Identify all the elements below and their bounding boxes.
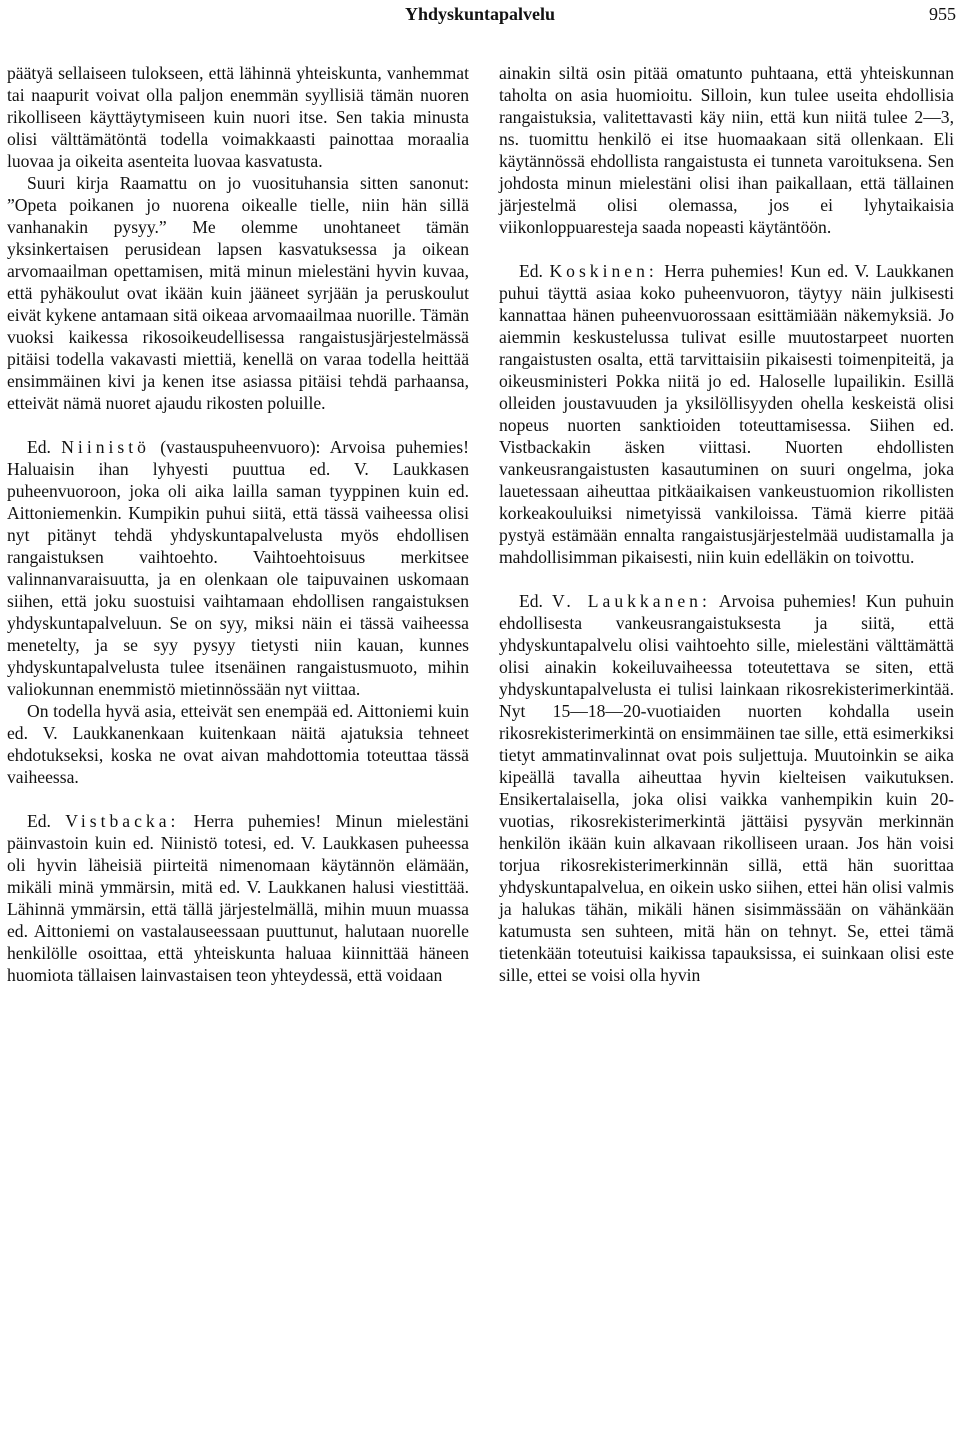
speech-paragraph <box>499 260 954 568</box>
left-column <box>7 62 469 986</box>
speech-paragraph <box>499 590 954 986</box>
paragraph: ainakin siltä osin pitää omatunto puhtaana, että yhteiskunnan taholta on asia huomioitu. Silloin, kun tulee useita ehdollisia rangaistuksia, valitettavasti käy niin, että kun niitä tulee 2—3, ns. tuomittu henkilö ei itse huomaakaan sitä ollenkaan. Eli käytännössä ehdollista rangaistusta ei tunneta varoituksena. Sen johdosta minun mielestäni olisi ihan paikallaan, että tällainen järjestelmä olisi olemassa, jos ei lyhytaikaisia viikonloppuaresteja saada nopeasti käytäntöön. <box>499 63 954 237</box>
speech-text: Herra puhemies! Kun ed. V. Laukkanen puhui täyttä asiaa koko puheenvuoron, täytyy näin julkisesti kannattaa hänen puheenvuorossaan esittämiään näkemyksiä. Jo aiemmin keskustelussa tulivat esille muutostarpeet nuorten rangaistusten osalta, että tarvittaisiin pikaisesti toimenpiteitä, ja oikeusministeri Pokka niitä jo ed. Haloselle lupailikin. Esillä olleiden joustavuuden ja yksilöllisyyden ohella keskeistä olisi nopeus nuorten sanktioiden toteuttamisessa. Siihen ed. Vistbackakin äsken viittasi. Nuorten ehdollisten vankeusrangaistusten kasautuminen on suuri ongelma, joka lauetessaan aiheuttaa pitkäaikaisen vankeustuomion rikollisten korkeakouluiksi nimetyissä vankiloissa. Tämä kierre pitää pystyä estämään ennalta rangaistusjärjestelmää uudistamalla ja mahdollisimman pikaisesti, niin kuin edelläkin on toivottu. <box>499 261 954 567</box>
speech-text: (vastauspuheenvuoro): Arvoisa puhemies! Haluaisin ihan lyhyesti puuttua ed. V. Laukkasen puheenvuoroon, joka oli aika lailla saman tyyppinen kuin ed. Aittoniemenkin. Kumpikin puhui siitä, että tässä vaiheessa olisi nyt pitänyt tehdä yhdyskuntapalvelusta myös ehdollisen rangaistuksen vaihtoehto. Vaihtoehtoisuus merkitsee valinnanvaraisuutta, ja en olenkaan ole taipuvainen uskomaan siihen, että joku suostuisi vaihtamaan ehdollisen rangaistuksen yhdyskuntapalveluun. Se on syy, miksi näin ei tässä vaiheessa menetelty, ja se syy pysyy tietysti niin kauan, kunnes yhdyskuntapalvelusta tulee itsenäinen rangaistusmuoto, mihin valiokunnan enemmistö mietinnössään nyt viittaa. <box>7 437 469 699</box>
speaker-prefix: Ed. <box>27 437 51 457</box>
page-header <box>0 0 960 40</box>
speech-paragraph <box>7 436 469 700</box>
right-column <box>499 62 954 986</box>
running-title: Yhdyskuntapalvelu <box>404 4 556 24</box>
speaker-name: V. Laukkanen: <box>551 591 711 611</box>
speaker-prefix: Ed. <box>519 591 543 611</box>
paragraph: On todella hyvä asia, etteivät sen enempää ed. Aittoniemi kuin ed. V. Laukkanenkaan kuitenkaan näitä ajatuksia tehneet ehdotukseksi, koska ne ovat aivan mahdottomia toteuttaa tässä vaiheessa. <box>7 701 469 787</box>
speaker-prefix: Ed. <box>519 261 543 281</box>
speaker-name: Koskinen: <box>549 261 658 281</box>
speaker-prefix: Ed. <box>27 811 51 831</box>
speech-text: Arvoisa puhemies! Kun puhuin ehdollisesta vankeusrangaistuksesta ja siitä, että yhdyskuntapalvelu olisi vaihtoehto sille, mielestäni välttämättä olisi ainakin kokeiluvaiheessa toteutettava se siten, että yhdyskuntapalvelusta ei tulisi lainkaan rikosrekisterimerkintää. Nyt 15—18—20-vuotiaiden nuorten kohdalla usein rikosrekisterimerkintä on ensimmäinen tae sille, että esimerkiksi tietyt ammatinvalinnat ovat pois suljettuja. Muutoinkin se aika kipeällä tavalla aiheuttaa hyvin kielteisen vaikutuksen. Ensikertalaisella, joka olisi vaikka vanhempikin kuin 20-vuotias, rikosrekisterimerkintä jättäisi pysyvän merkinnän henkilön ikään kuin alkavaan rikolliseen uraan. Jos hän voisi torjua rikosrekisterimerkinnän sillä, että hän suorittaa yhdyskuntapalvelua, en oikein usko siihen, ettei hän olisi valmis ja halukas tähän, mikäli hänen sisimmässään on vähänkään katumusta sen suhteen, mitä hän on tehnyt. Se, ettei tämä tietenkään toteutuisi kaikissa tapauksissa, ei suinkaan olisi este sille, ettei se voisi olla hyvin <box>499 591 954 985</box>
paragraph: päätyä sellaiseen tulokseen, että lähinnä yhteiskunta, vanhemmat tai naapurit voivat olla paljon enemmän syyllisiä tämän nuoren rikolliseen käyttäytymiseen kuin nuori itse. Sen takia minusta olisi välttämätöntä todella voimakkaasti painottaa moraalia luovaa ja oikeita asenteita luovaa kasvatusta. <box>7 63 469 171</box>
page-number: 955 <box>929 4 956 24</box>
paragraph: Suuri kirja Raamattu on jo vuosituhansia sitten sanonut: ”Opeta poikanen jo nuorena oikealle tielle, niin hän sillä vanhanakin pysyy.” Me olemme unohtaneet tämän yksinkertaisen perusidean lapsen kasvatuksessa ja oikean arvomaailman opettamisen, mitä minun mielestäni hyvin kuvaa, että pyhäkoulut ovat ikään kuin jääneet syrjään ja peruskoulut eivät kykene antamaan sitä oikeaa arvomaailmaa nuorille. Tämän vuoksi kaikessa rikosoikeudellisessa rangaistusjärjestelmässä pitäisi todella vakavasti miettiä, kenellä on varaa todella heittää ensimmäinen kivi ja kenen itse asiassa pitäisi tehdä parhaansa, etteivät nämä nuoret ajaudu rikosten poluille. <box>7 173 469 413</box>
speech-paragraph <box>7 810 469 986</box>
speech-text: Herra puhemies! Minun mielestäni päinvastoin kuin ed. Niinistö totesi, ed. V. Laukkasen puheessa oli hyvin läheisiä piirteitä nimenomaan käytännön elämään, mikäli minä ymmärsin, mitä ed. V. Laukkanen halusi viestittää. Lähinnä ymmärsin, että tällä järjestelmällä, mihin muun muassa ed. Aittoniemi on vastalauseessaan puuttunut, halutaan nuorelle henkilölle osoittaa, että yhteiskunta haluaa kiinnittää häneen huomiota tällaisen lainvastaisen teon yhteydessä, että voidaan <box>7 811 469 985</box>
speaker-name: Vistbacka: <box>65 811 180 831</box>
speaker-name: Niinistö <box>61 437 150 457</box>
